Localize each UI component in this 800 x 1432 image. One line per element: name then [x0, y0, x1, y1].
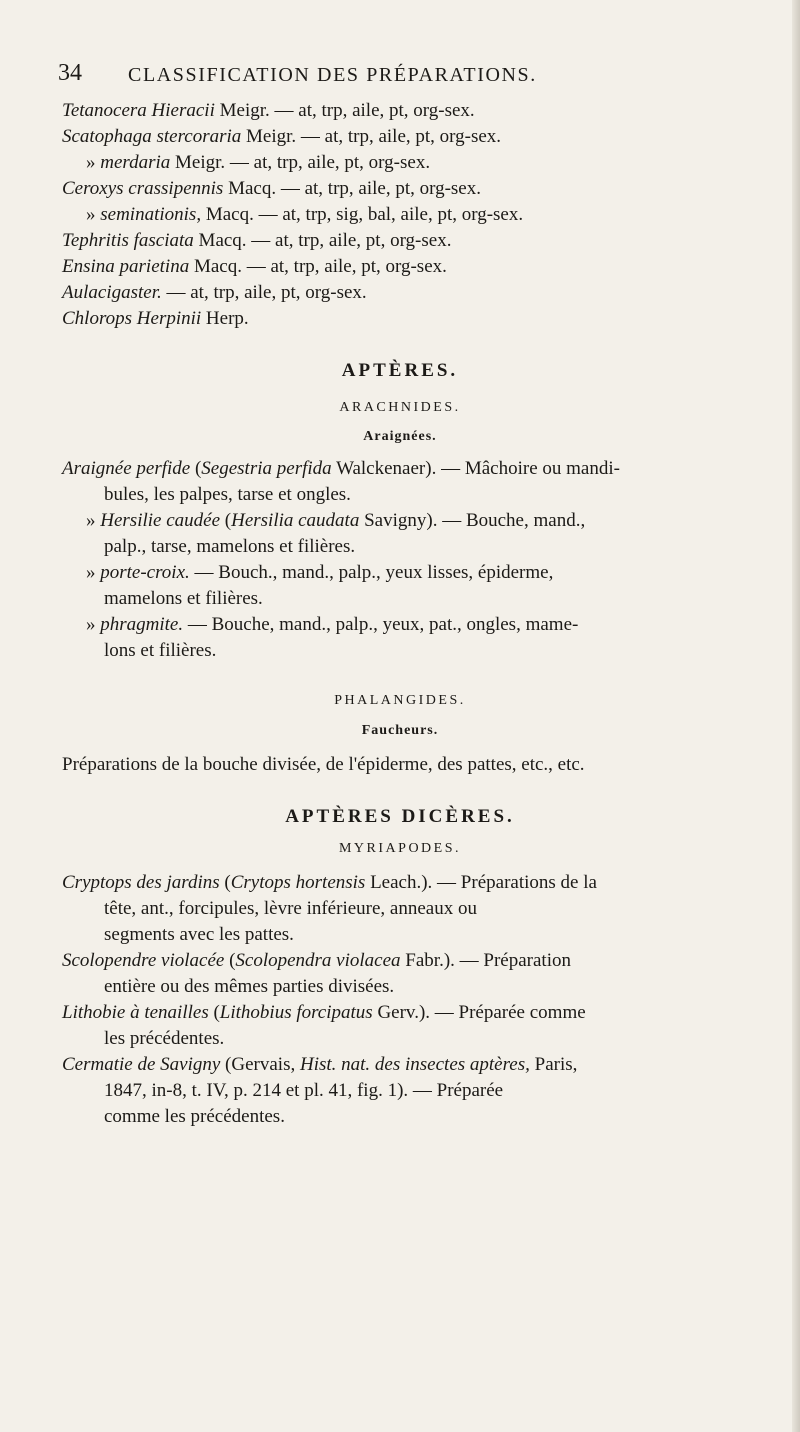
entry-line: Scolopendre violacée (Scolopendra violacea Fabr.). — Préparation	[62, 950, 571, 971]
entry-line: palp., tarse, mamelons et filières.	[104, 536, 356, 557]
running-title: CLASSIFICATION DES PRÉPARATIONS.	[128, 64, 537, 86]
entry-line: » phragmite. — Bouche, mand., palp., yeux, pat., ongles, mame-	[86, 614, 579, 635]
species-line: Tetanocera Hieracii Meigr. — at, trp, aile, pt, org-sex.	[62, 100, 475, 121]
entry-line: » porte-croix. — Bouch., mand., palp., yeux lisses, épiderme,	[86, 562, 554, 583]
entry-line: Cermatie de Savigny (Gervais, Hist. nat. des insectes aptères, Paris,	[62, 1054, 578, 1075]
subsection-heading: MYRIAPODES.	[338, 841, 461, 856]
page-number: 34	[58, 60, 82, 86]
entry-line: mamelons et filières.	[104, 588, 263, 609]
entry-line: Préparations de la bouche divisée, de l'épiderme, des pattes, etc., etc.	[62, 754, 585, 775]
species-line: Tephritis fasciata Macq. — at, trp, aile, pt, org-sex.	[62, 230, 452, 251]
species-line: Aulacigaster. — at, trp, aile, pt, org-sex.	[62, 282, 367, 303]
page-header	[58, 60, 748, 100]
entry-line: bules, les palpes, tarse et ongles.	[104, 484, 351, 505]
entry-line: les précédentes.	[104, 1028, 225, 1049]
species-line: » merdaria Meigr. — at, trp, aile, pt, org-sex.	[86, 152, 431, 173]
section-heading: APTÈRES DICÈRES.	[285, 806, 515, 827]
species-line: Scatophaga stercoraria Meigr. — at, trp, aile, pt, org-sex.	[62, 126, 502, 147]
entry-line: tête, ant., forcipules, lèvre inférieure, anneaux ou	[104, 898, 477, 919]
group-heading: Faucheurs.	[361, 723, 439, 738]
entry-line: comme les précédentes.	[104, 1106, 285, 1127]
entry-line: Cryptops des jardins (Crytops hortensis Leach.). — Préparations de la	[62, 872, 597, 893]
entry-line: Araignée perfide (Segestria perfida Walckenaer). — Mâchoire ou mandi-	[62, 458, 620, 479]
entry-line: lons et filières.	[104, 640, 217, 661]
entry-line: entière ou des mêmes parties divisées.	[104, 976, 395, 997]
species-line: Ensina parietina Macq. — at, trp, aile, pt, org-sex.	[62, 256, 447, 277]
subsection-heading: PHALANGIDES.	[334, 693, 466, 708]
entry-line: Lithobie à tenailles (Lithobius forcipatus Gerv.). — Préparée comme	[62, 1002, 586, 1023]
entry-line: 1847, in-8, t. IV, p. 214 et pl. 41, fig. 1). — Préparée	[104, 1080, 504, 1101]
group-heading: Araignées.	[363, 429, 437, 444]
entry-line: » Hersilie caudée (Hersilia caudata Savigny). — Bouche, mand.,	[86, 510, 586, 531]
species-line: Ceroxys crassipennis Macq. — at, trp, aile, pt, org-sex.	[62, 178, 481, 199]
entry-line: segments avec les pattes.	[104, 924, 294, 945]
species-line: Chlorops Herpinii Herp.	[62, 308, 249, 329]
section-heading: APTÈRES.	[341, 360, 459, 381]
species-line: » seminationis, Macq. — at, trp, sig, bal, aile, pt, org-sex.	[86, 204, 524, 225]
page-edge	[792, 0, 800, 1432]
subsection-heading: ARACHNIDES.	[339, 400, 461, 415]
